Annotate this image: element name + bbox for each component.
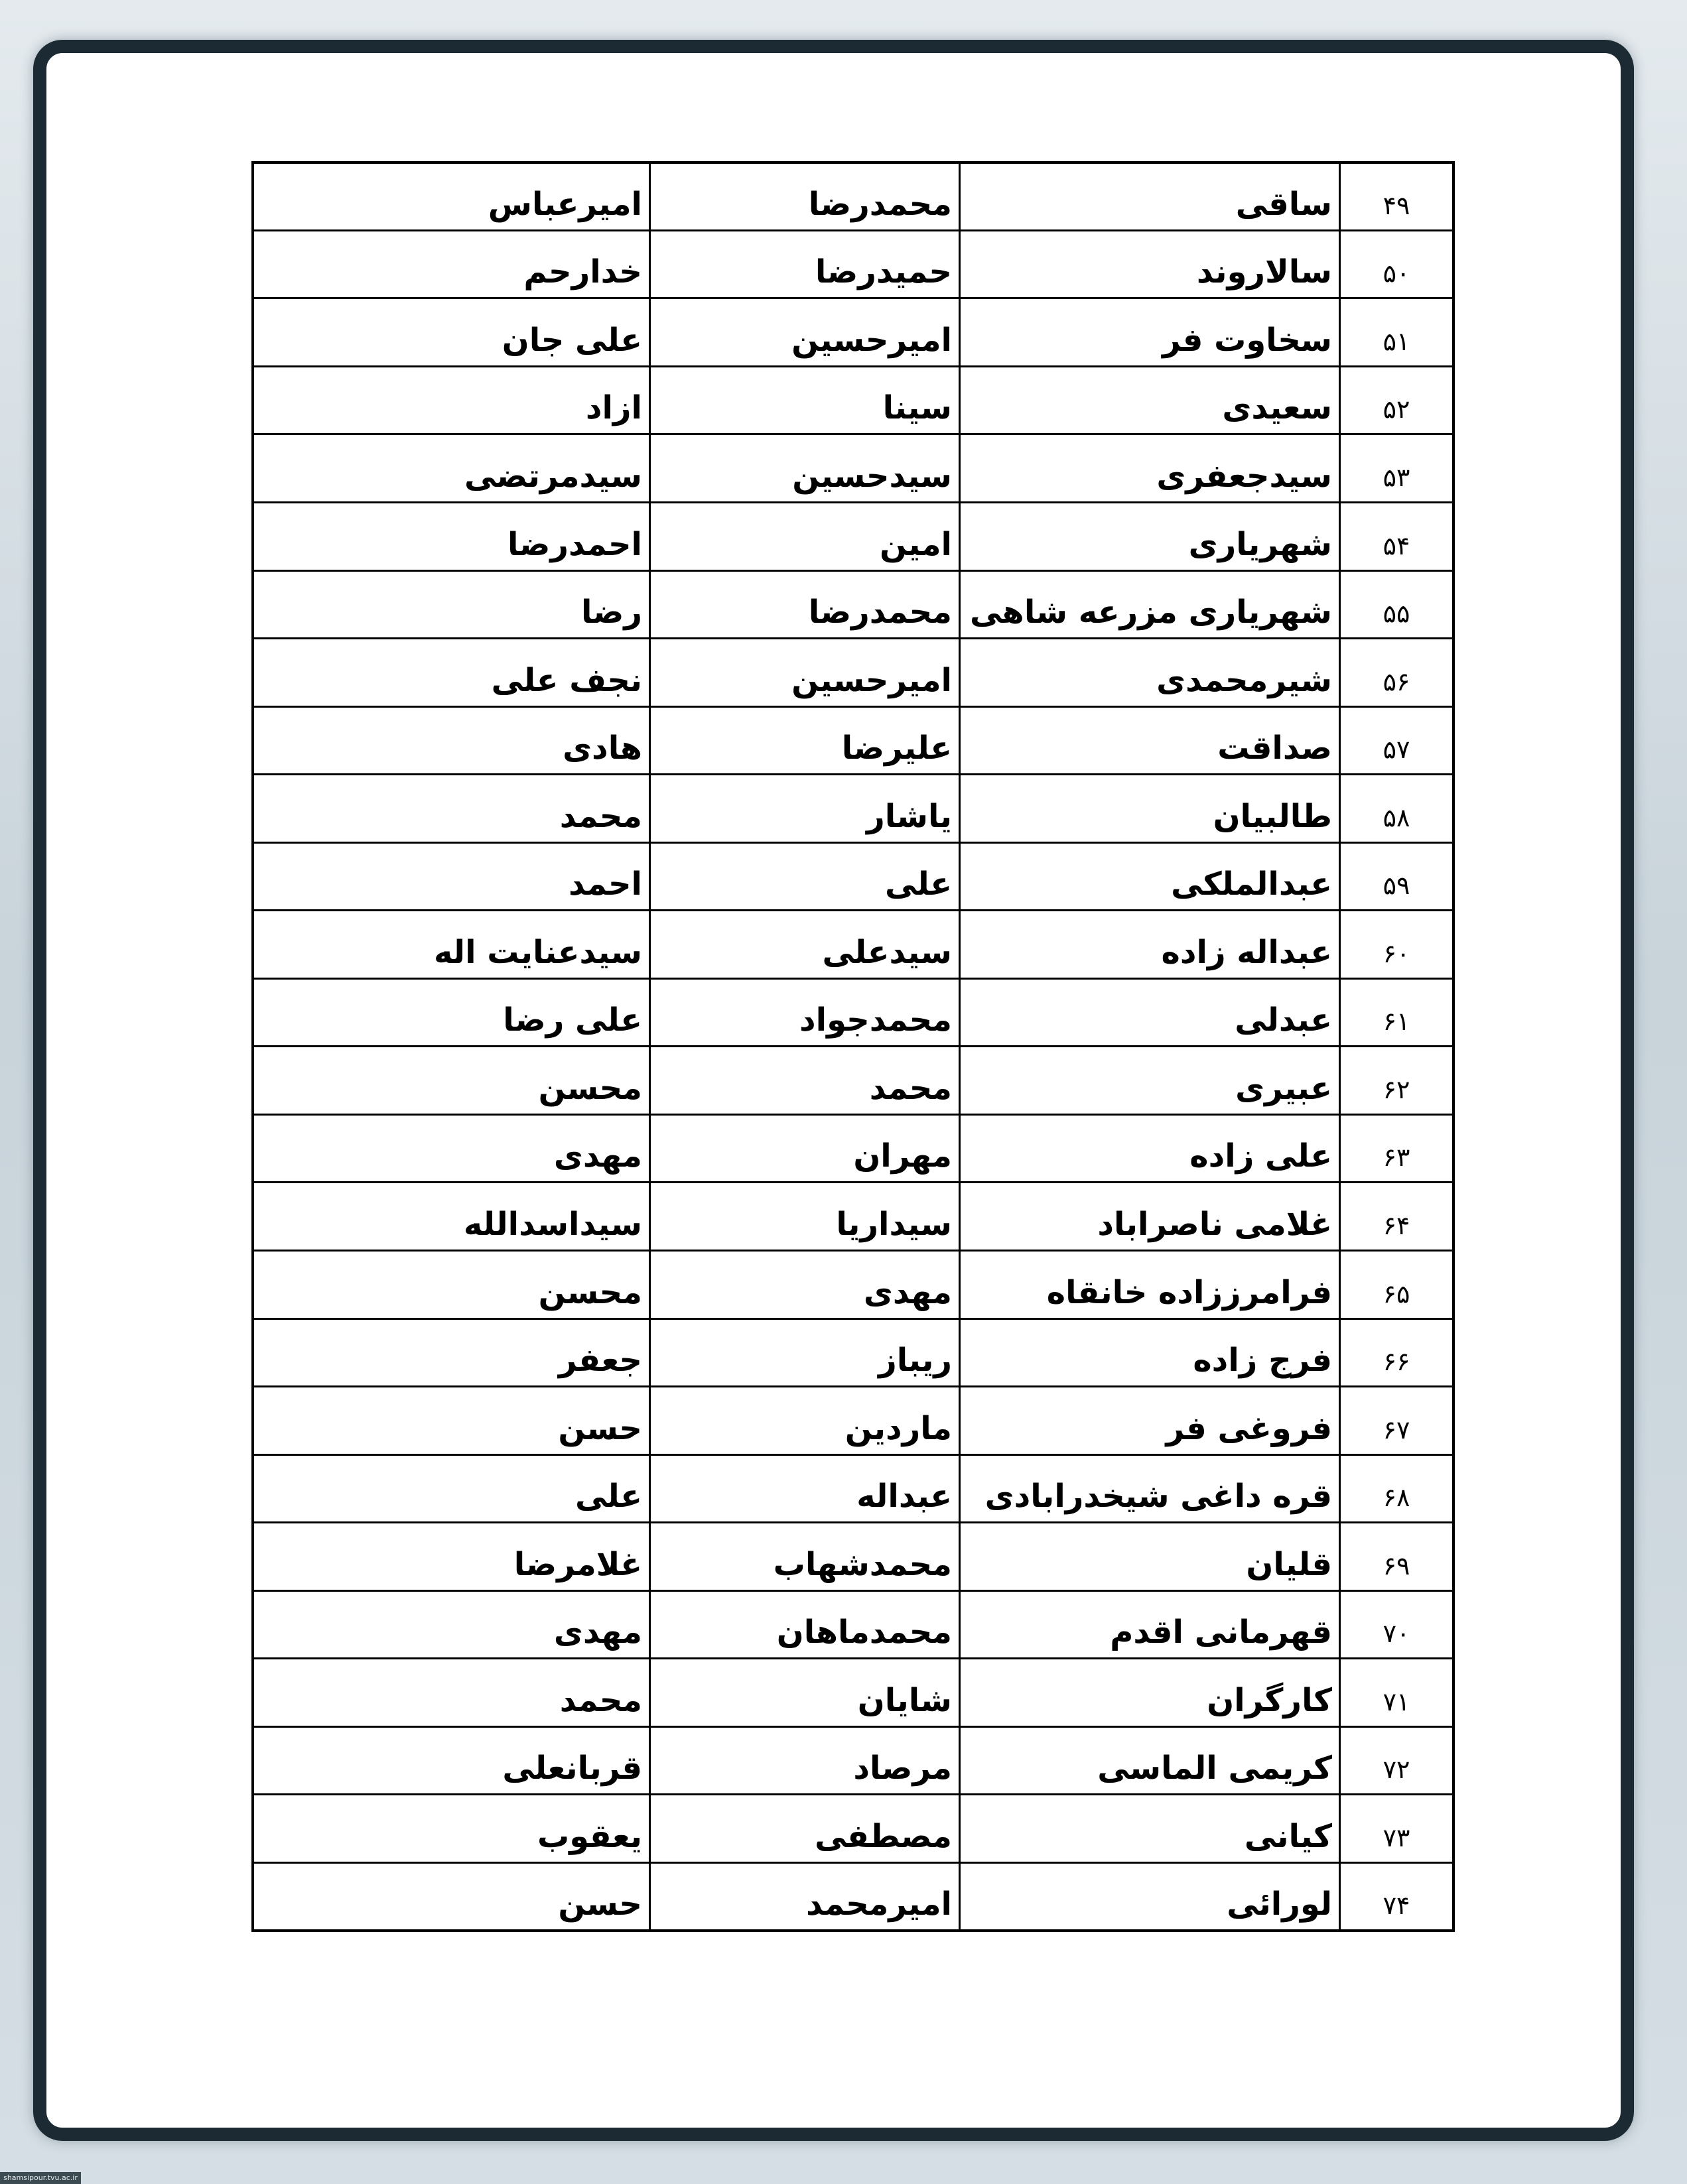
first-name-cell: محمدرضا xyxy=(650,164,960,230)
student-roster-sheet xyxy=(251,161,1455,1932)
first-name-cell: عبداله xyxy=(650,1454,960,1523)
first-name-cell: علیرضا xyxy=(650,706,960,775)
row-number-cell: ۶۸ xyxy=(1340,1454,1453,1523)
table-row xyxy=(254,366,1452,434)
table-row xyxy=(254,1114,1452,1183)
table-row xyxy=(254,706,1452,775)
first-name-cell: حمیدرضا xyxy=(650,230,960,298)
first-name-cell: ماردین xyxy=(650,1387,960,1455)
last-name-cell: عبداله زاده xyxy=(960,911,1340,979)
row-number-cell: ۶۵ xyxy=(1340,1251,1453,1319)
table-row xyxy=(254,1726,1452,1795)
row-number-cell: ۶۴ xyxy=(1340,1183,1453,1251)
father-name-cell: سیدمرتضی xyxy=(254,434,650,503)
row-number-cell: ۷۱ xyxy=(1340,1659,1453,1727)
row-number-cell: ۷۲ xyxy=(1340,1726,1453,1795)
last-name-cell: شهریاری مزرعه شاهی xyxy=(960,570,1340,639)
first-name-cell: محمدماهان xyxy=(650,1590,960,1659)
father-name-cell: احمد xyxy=(254,842,650,911)
father-name-cell: محمد xyxy=(254,1659,650,1727)
first-name-cell: سیدحسین xyxy=(650,434,960,503)
last-name-cell: سیدجعفری xyxy=(960,434,1340,503)
father-name-cell: محسن xyxy=(254,1047,650,1115)
table-row xyxy=(254,298,1452,367)
row-number-cell: ۶۱ xyxy=(1340,978,1453,1047)
table-row xyxy=(254,1590,1452,1659)
last-name-cell: سخاوت فر xyxy=(960,298,1340,367)
last-name-cell: طالبیان xyxy=(960,775,1340,843)
row-number-cell: ۵۰ xyxy=(1340,230,1453,298)
last-name-cell: عبدالملکی xyxy=(960,842,1340,911)
father-name-cell: مهدی xyxy=(254,1590,650,1659)
row-number-cell: ۶۶ xyxy=(1340,1318,1453,1387)
table-row xyxy=(254,570,1452,639)
table-row xyxy=(254,1862,1452,1929)
table-row xyxy=(254,1795,1452,1863)
father-name-cell: غلامرضا xyxy=(254,1523,650,1591)
row-number-cell: ۷۳ xyxy=(1340,1795,1453,1863)
last-name-cell: کریمی الماسی xyxy=(960,1726,1340,1795)
first-name-cell: سیدعلی xyxy=(650,911,960,979)
row-number-cell: ۵۵ xyxy=(1340,570,1453,639)
row-number-cell: ۵۲ xyxy=(1340,366,1453,434)
table-row xyxy=(254,1047,1452,1115)
father-name-cell: نجف علی xyxy=(254,639,650,707)
table-row xyxy=(254,1318,1452,1387)
first-name-cell: محمدرضا xyxy=(650,570,960,639)
first-name-cell: امیرحسین xyxy=(650,298,960,367)
last-name-cell: سالاروند xyxy=(960,230,1340,298)
last-name-cell: فرامرززاده خانقاه xyxy=(960,1251,1340,1319)
first-name-cell: محمد xyxy=(650,1047,960,1115)
last-name-cell: صداقت xyxy=(960,706,1340,775)
table-row xyxy=(254,230,1452,298)
row-number-cell: ۵۴ xyxy=(1340,503,1453,571)
first-name-cell: سیداریا xyxy=(650,1183,960,1251)
first-name-cell: ریباز xyxy=(650,1318,960,1387)
table-row xyxy=(254,434,1452,503)
first-name-cell: مهران xyxy=(650,1114,960,1183)
first-name-cell: شایان xyxy=(650,1659,960,1727)
table-row xyxy=(254,911,1452,979)
row-number-cell: ۵۶ xyxy=(1340,639,1453,707)
row-number-cell: ۵۳ xyxy=(1340,434,1453,503)
first-name-cell: محمدشهاب xyxy=(650,1523,960,1591)
father-name-cell: حسن xyxy=(254,1862,650,1929)
last-name-cell: سعیدی xyxy=(960,366,1340,434)
first-name-cell: امیرحسین xyxy=(650,639,960,707)
father-name-cell: خدارحم xyxy=(254,230,650,298)
last-name-cell: شیرمحمدی xyxy=(960,639,1340,707)
row-number-cell: ۶۷ xyxy=(1340,1387,1453,1455)
father-name-cell: جعفر xyxy=(254,1318,650,1387)
table-row xyxy=(254,842,1452,911)
table-row xyxy=(254,1251,1452,1319)
last-name-cell: عبیری xyxy=(960,1047,1340,1115)
father-name-cell: علی جان xyxy=(254,298,650,367)
row-number-cell: ۵۷ xyxy=(1340,706,1453,775)
father-name-cell: هادی xyxy=(254,706,650,775)
first-name-cell: مهدی xyxy=(650,1251,960,1319)
row-number-cell: ۴۹ xyxy=(1340,164,1453,230)
roster-table-body xyxy=(254,164,1452,1929)
father-name-cell: یعقوب xyxy=(254,1795,650,1863)
last-name-cell: غلامی ناصراباد xyxy=(960,1183,1340,1251)
row-number-cell: ۷۰ xyxy=(1340,1590,1453,1659)
first-name-cell: امین xyxy=(650,503,960,571)
last-name-cell: فرج زاده xyxy=(960,1318,1340,1387)
table-row xyxy=(254,1454,1452,1523)
first-name-cell: محمدجواد xyxy=(650,978,960,1047)
last-name-cell: فروغی فر xyxy=(960,1387,1340,1455)
last-name-cell: قره داغی شیخدرابادی xyxy=(960,1454,1340,1523)
table-row xyxy=(254,1523,1452,1591)
father-name-cell: ازاد xyxy=(254,366,650,434)
father-name-cell: علی xyxy=(254,1454,650,1523)
father-name-cell: حسن xyxy=(254,1387,650,1455)
row-number-cell: ۵۸ xyxy=(1340,775,1453,843)
last-name-cell: کیانی xyxy=(960,1795,1340,1863)
last-name-cell: شهریاری xyxy=(960,503,1340,571)
row-number-cell: ۶۲ xyxy=(1340,1047,1453,1115)
table-row xyxy=(254,1387,1452,1455)
student-roster-table xyxy=(254,164,1452,1929)
father-name-cell: سیدعنایت اله xyxy=(254,911,650,979)
father-name-cell: سیداسدالله xyxy=(254,1183,650,1251)
row-number-cell: ۵۱ xyxy=(1340,298,1453,367)
father-name-cell: امیرعباس xyxy=(254,164,650,230)
table-row xyxy=(254,1183,1452,1251)
father-name-cell: احمدرضا xyxy=(254,503,650,571)
father-name-cell: علی رضا xyxy=(254,978,650,1047)
last-name-cell: کارگران xyxy=(960,1659,1340,1727)
first-name-cell: یاشار xyxy=(650,775,960,843)
last-name-cell: علی زاده xyxy=(960,1114,1340,1183)
table-row xyxy=(254,1659,1452,1727)
father-name-cell: محسن xyxy=(254,1251,650,1319)
first-name-cell: علی xyxy=(650,842,960,911)
last-name-cell: ساقی xyxy=(960,164,1340,230)
father-name-cell: قربانعلی xyxy=(254,1726,650,1795)
row-number-cell: ۵۹ xyxy=(1340,842,1453,911)
last-name-cell: قلیان xyxy=(960,1523,1340,1591)
row-number-cell: ۶۹ xyxy=(1340,1523,1453,1591)
row-number-cell: ۷۴ xyxy=(1340,1862,1453,1929)
father-name-cell: مهدی xyxy=(254,1114,650,1183)
table-row xyxy=(254,503,1452,571)
father-name-cell: رضا xyxy=(254,570,650,639)
last-name-cell: لورائی xyxy=(960,1862,1340,1929)
first-name-cell: سینا xyxy=(650,366,960,434)
first-name-cell: مرصاد xyxy=(650,1726,960,1795)
table-row xyxy=(254,978,1452,1047)
table-row xyxy=(254,639,1452,707)
first-name-cell: امیرمحمد xyxy=(650,1862,960,1929)
last-name-cell: قهرمانی اقدم xyxy=(960,1590,1340,1659)
father-name-cell: محمد xyxy=(254,775,650,843)
row-number-cell: ۶۳ xyxy=(1340,1114,1453,1183)
table-row xyxy=(254,775,1452,843)
table-row xyxy=(254,164,1452,230)
last-name-cell: عبدلی xyxy=(960,978,1340,1047)
row-number-cell: ۶۰ xyxy=(1340,911,1453,979)
first-name-cell: مصطفی xyxy=(650,1795,960,1863)
website-footer-tag: shamsipour.tvu.ac.ir xyxy=(0,2172,81,2184)
